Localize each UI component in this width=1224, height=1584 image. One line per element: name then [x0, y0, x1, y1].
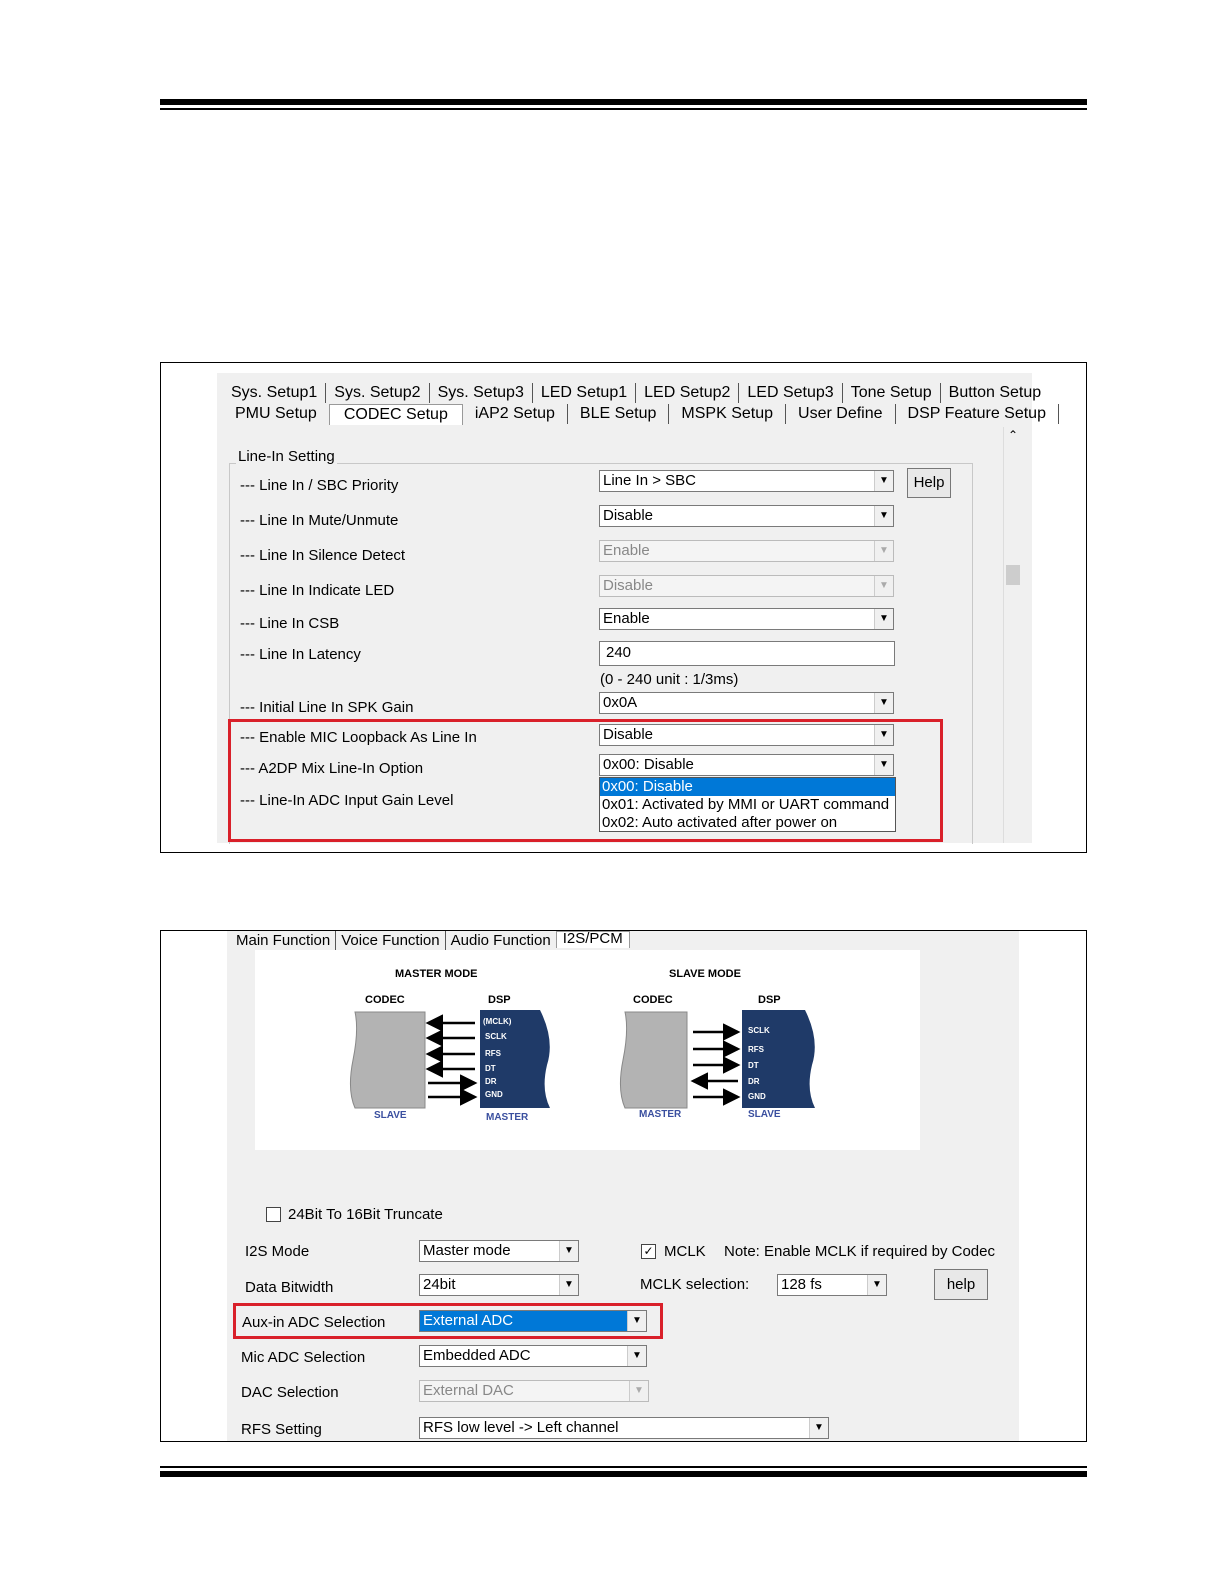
master-dsp-role: MASTER — [486, 1112, 529, 1123]
tab-row-2 — [227, 404, 1059, 425]
help-button[interactable]: Help — [907, 468, 951, 498]
auxin-adc-label: Aux-in ADC Selection — [242, 1314, 386, 1331]
auxin-highlight-box — [233, 1303, 663, 1339]
row-label-mute: --- Line In Mute/Unmute — [240, 512, 399, 529]
signal-label: (MCLK) — [483, 1017, 512, 1026]
mic-loopback-select[interactable]: Disable ▼ — [599, 724, 894, 746]
master-codec-role: SLAVE — [374, 1110, 407, 1121]
tab-tone-setup[interactable]: Tone Setup — [843, 383, 941, 403]
dac-label: DAC Selection — [241, 1384, 339, 1401]
mute-select[interactable]: Disable ▼ — [599, 505, 894, 527]
tab-ble-setup[interactable]: BLE Setup — [568, 404, 670, 424]
signal-label: GND — [748, 1092, 766, 1101]
chevron-down-icon: ▼ — [559, 1275, 578, 1295]
slave-codec-label: CODEC — [633, 994, 673, 1006]
tab-i2s-pcm[interactable]: I2S/PCM — [556, 931, 630, 948]
chevron-down-icon: ▼ — [874, 725, 893, 745]
scrollbar-thumb[interactable] — [1006, 565, 1020, 585]
chevron-down-icon: ▼ — [559, 1241, 578, 1261]
sbc-priority-select[interactable]: Line In > SBC ▼ — [599, 470, 894, 492]
figure-1-frame — [160, 362, 1087, 853]
signal-label: DT — [748, 1061, 759, 1070]
footer-rule-thin — [160, 1466, 1087, 1468]
chevron-down-icon: ▼ — [874, 693, 893, 713]
signal-label: DT — [485, 1064, 496, 1073]
signal-label: DR — [485, 1077, 497, 1086]
help-button-fig2[interactable]: help — [934, 1269, 988, 1300]
vertical-scrollbar[interactable] — [1003, 427, 1022, 843]
dropdown-option[interactable]: 0x00: Disable — [600, 778, 895, 796]
bitwidth-select[interactable]: 24bit ▼ — [419, 1274, 579, 1296]
truncate-label: 24Bit To 16Bit Truncate — [288, 1206, 443, 1223]
latency-hint: (0 - 240 unit : 1/3ms) — [600, 671, 739, 688]
row-label-adc-gain: --- Line-In ADC Input Gain Level — [240, 792, 454, 809]
chevron-down-icon: ▼ — [874, 576, 893, 596]
highlight-box — [228, 719, 943, 842]
tab-led-setup2[interactable]: LED Setup2 — [636, 383, 739, 403]
chevron-down-icon: ▼ — [874, 755, 893, 775]
row-label-silence-detect: --- Line In Silence Detect — [240, 547, 406, 564]
slave-dsp-role: SLAVE — [748, 1109, 781, 1120]
tab-button-setup[interactable]: Button Setup — [948, 384, 1042, 401]
i2s-mode-select[interactable]: Master mode ▼ — [419, 1240, 579, 1262]
truncate-checkbox[interactable] — [266, 1207, 281, 1222]
dac-select[interactable]: External DAC ▼ — [419, 1380, 649, 1402]
dropdown-option[interactable]: 0x02: Auto activated after power on — [602, 814, 838, 831]
tab-row-1 — [223, 383, 1049, 403]
row-label-indicate-led: --- Line In Indicate LED — [240, 582, 395, 599]
chevron-down-icon: ▼ — [874, 541, 893, 561]
mclk-note: Note: Enable MCLK if required by Codec — [724, 1243, 995, 1260]
row-label-latency: --- Line In Latency — [240, 646, 361, 663]
tab-audio-function[interactable]: Audio Function — [450, 932, 551, 949]
mclk-selection-select[interactable]: 128 fs ▼ — [777, 1274, 887, 1296]
mclk-checkbox[interactable]: ✓ — [641, 1244, 656, 1259]
row-label-csb: --- Line In CSB — [240, 615, 340, 632]
chevron-down-icon: ▼ — [874, 609, 893, 629]
indicate-led-select[interactable]: Disable ▼ — [599, 575, 894, 597]
latency-input[interactable]: 240 — [599, 641, 895, 666]
silence-detect-select[interactable]: Enable ▼ — [599, 540, 894, 562]
tab-sys-setup1[interactable]: Sys. Setup1 — [223, 383, 326, 403]
signal-label: DR — [748, 1077, 760, 1086]
slave-mode-title: SLAVE MODE — [669, 968, 741, 980]
tab-dsp-feature-setup[interactable]: DSP Feature Setup — [896, 404, 1059, 424]
mic-adc-label: Mic ADC Selection — [241, 1349, 366, 1366]
signal-label: SCLK — [485, 1032, 507, 1041]
tab-codec-setup[interactable]: CODEC Setup — [329, 404, 463, 425]
row-label-mic-loopback: --- Enable MIC Loopback As Line In — [240, 729, 477, 746]
chevron-down-icon: ▼ — [874, 506, 893, 526]
row-label-a2dp-mix: --- A2DP Mix Line-In Option — [240, 760, 424, 777]
rfs-select[interactable]: RFS low level -> Left channel ▼ — [419, 1417, 829, 1439]
scroll-up-icon[interactable]: ⌃ — [1007, 428, 1019, 442]
i2s-mode-label: I2S Mode — [245, 1243, 310, 1260]
chevron-down-icon: ▼ — [874, 471, 893, 491]
master-codec-label: CODEC — [365, 994, 405, 1006]
tab-iap2-setup[interactable]: iAP2 Setup — [463, 404, 568, 424]
mclk-selection-label: MCLK selection: — [640, 1276, 750, 1293]
slave-dsp-label: DSP — [758, 994, 781, 1006]
tab-led-setup3[interactable]: LED Setup3 — [739, 383, 842, 403]
auxin-adc-select[interactable]: External ADC ▼ — [419, 1310, 647, 1332]
chevron-down-icon: ▼ — [627, 1311, 646, 1331]
slave-codec-block — [620, 1012, 687, 1108]
spk-gain-select[interactable]: 0x0A ▼ — [599, 692, 894, 714]
slave-codec-role: MASTER — [639, 1109, 682, 1120]
signal-label: SCLK — [748, 1026, 770, 1035]
master-mode-title: MASTER MODE — [395, 968, 478, 980]
row-label-spk-gain: --- Initial Line In SPK Gain — [240, 699, 414, 716]
mic-adc-select[interactable]: Embedded ADC ▼ — [419, 1345, 647, 1367]
dropdown-option[interactable]: 0x01: Activated by MMI or UART command — [602, 796, 890, 813]
group-title: Line-In Setting — [238, 448, 335, 465]
tab-user-define[interactable]: User Define — [786, 404, 895, 424]
signal-label: GND — [485, 1090, 503, 1099]
chevron-down-icon: ▼ — [809, 1418, 828, 1438]
signal-label: RFS — [485, 1049, 501, 1058]
rfs-label: RFS Setting — [241, 1421, 322, 1438]
tab-pmu-setup[interactable]: PMU Setup — [235, 405, 317, 422]
tab-led-setup1[interactable]: LED Setup1 — [533, 383, 636, 403]
mclk-label: MCLK — [664, 1243, 706, 1260]
row-label-sbc-priority: --- Line In / SBC Priority — [240, 477, 399, 494]
fig2-tab-row — [231, 931, 630, 951]
chevron-down-icon: ▼ — [867, 1275, 886, 1295]
csb-select[interactable]: Enable ▼ — [599, 608, 894, 630]
header-rule-thick — [160, 99, 1087, 105]
tab-sys-setup3[interactable]: Sys. Setup3 — [430, 383, 533, 403]
a2dp-mix-select[interactable]: 0x00: Disable ▼ — [599, 754, 894, 776]
footer-rule-thick — [160, 1471, 1087, 1477]
tab-main-function[interactable]: Main Function — [231, 931, 336, 951]
i2s-mode-diagram — [255, 950, 920, 1150]
tab-sys-setup2[interactable]: Sys. Setup2 — [326, 383, 429, 403]
chevron-down-icon: ▼ — [627, 1346, 646, 1366]
header-rule-thin — [160, 108, 1087, 110]
master-codec-block — [350, 1012, 425, 1108]
bitwidth-label: Data Bitwidth — [245, 1279, 334, 1296]
tab-voice-function[interactable]: Voice Function — [336, 931, 445, 951]
diagram-graphics — [255, 950, 920, 1150]
master-dsp-label: DSP — [488, 994, 511, 1006]
tab-mspk-setup[interactable]: MSPK Setup — [669, 404, 786, 424]
chevron-down-icon: ▼ — [629, 1381, 648, 1401]
signal-label: RFS — [748, 1045, 764, 1054]
